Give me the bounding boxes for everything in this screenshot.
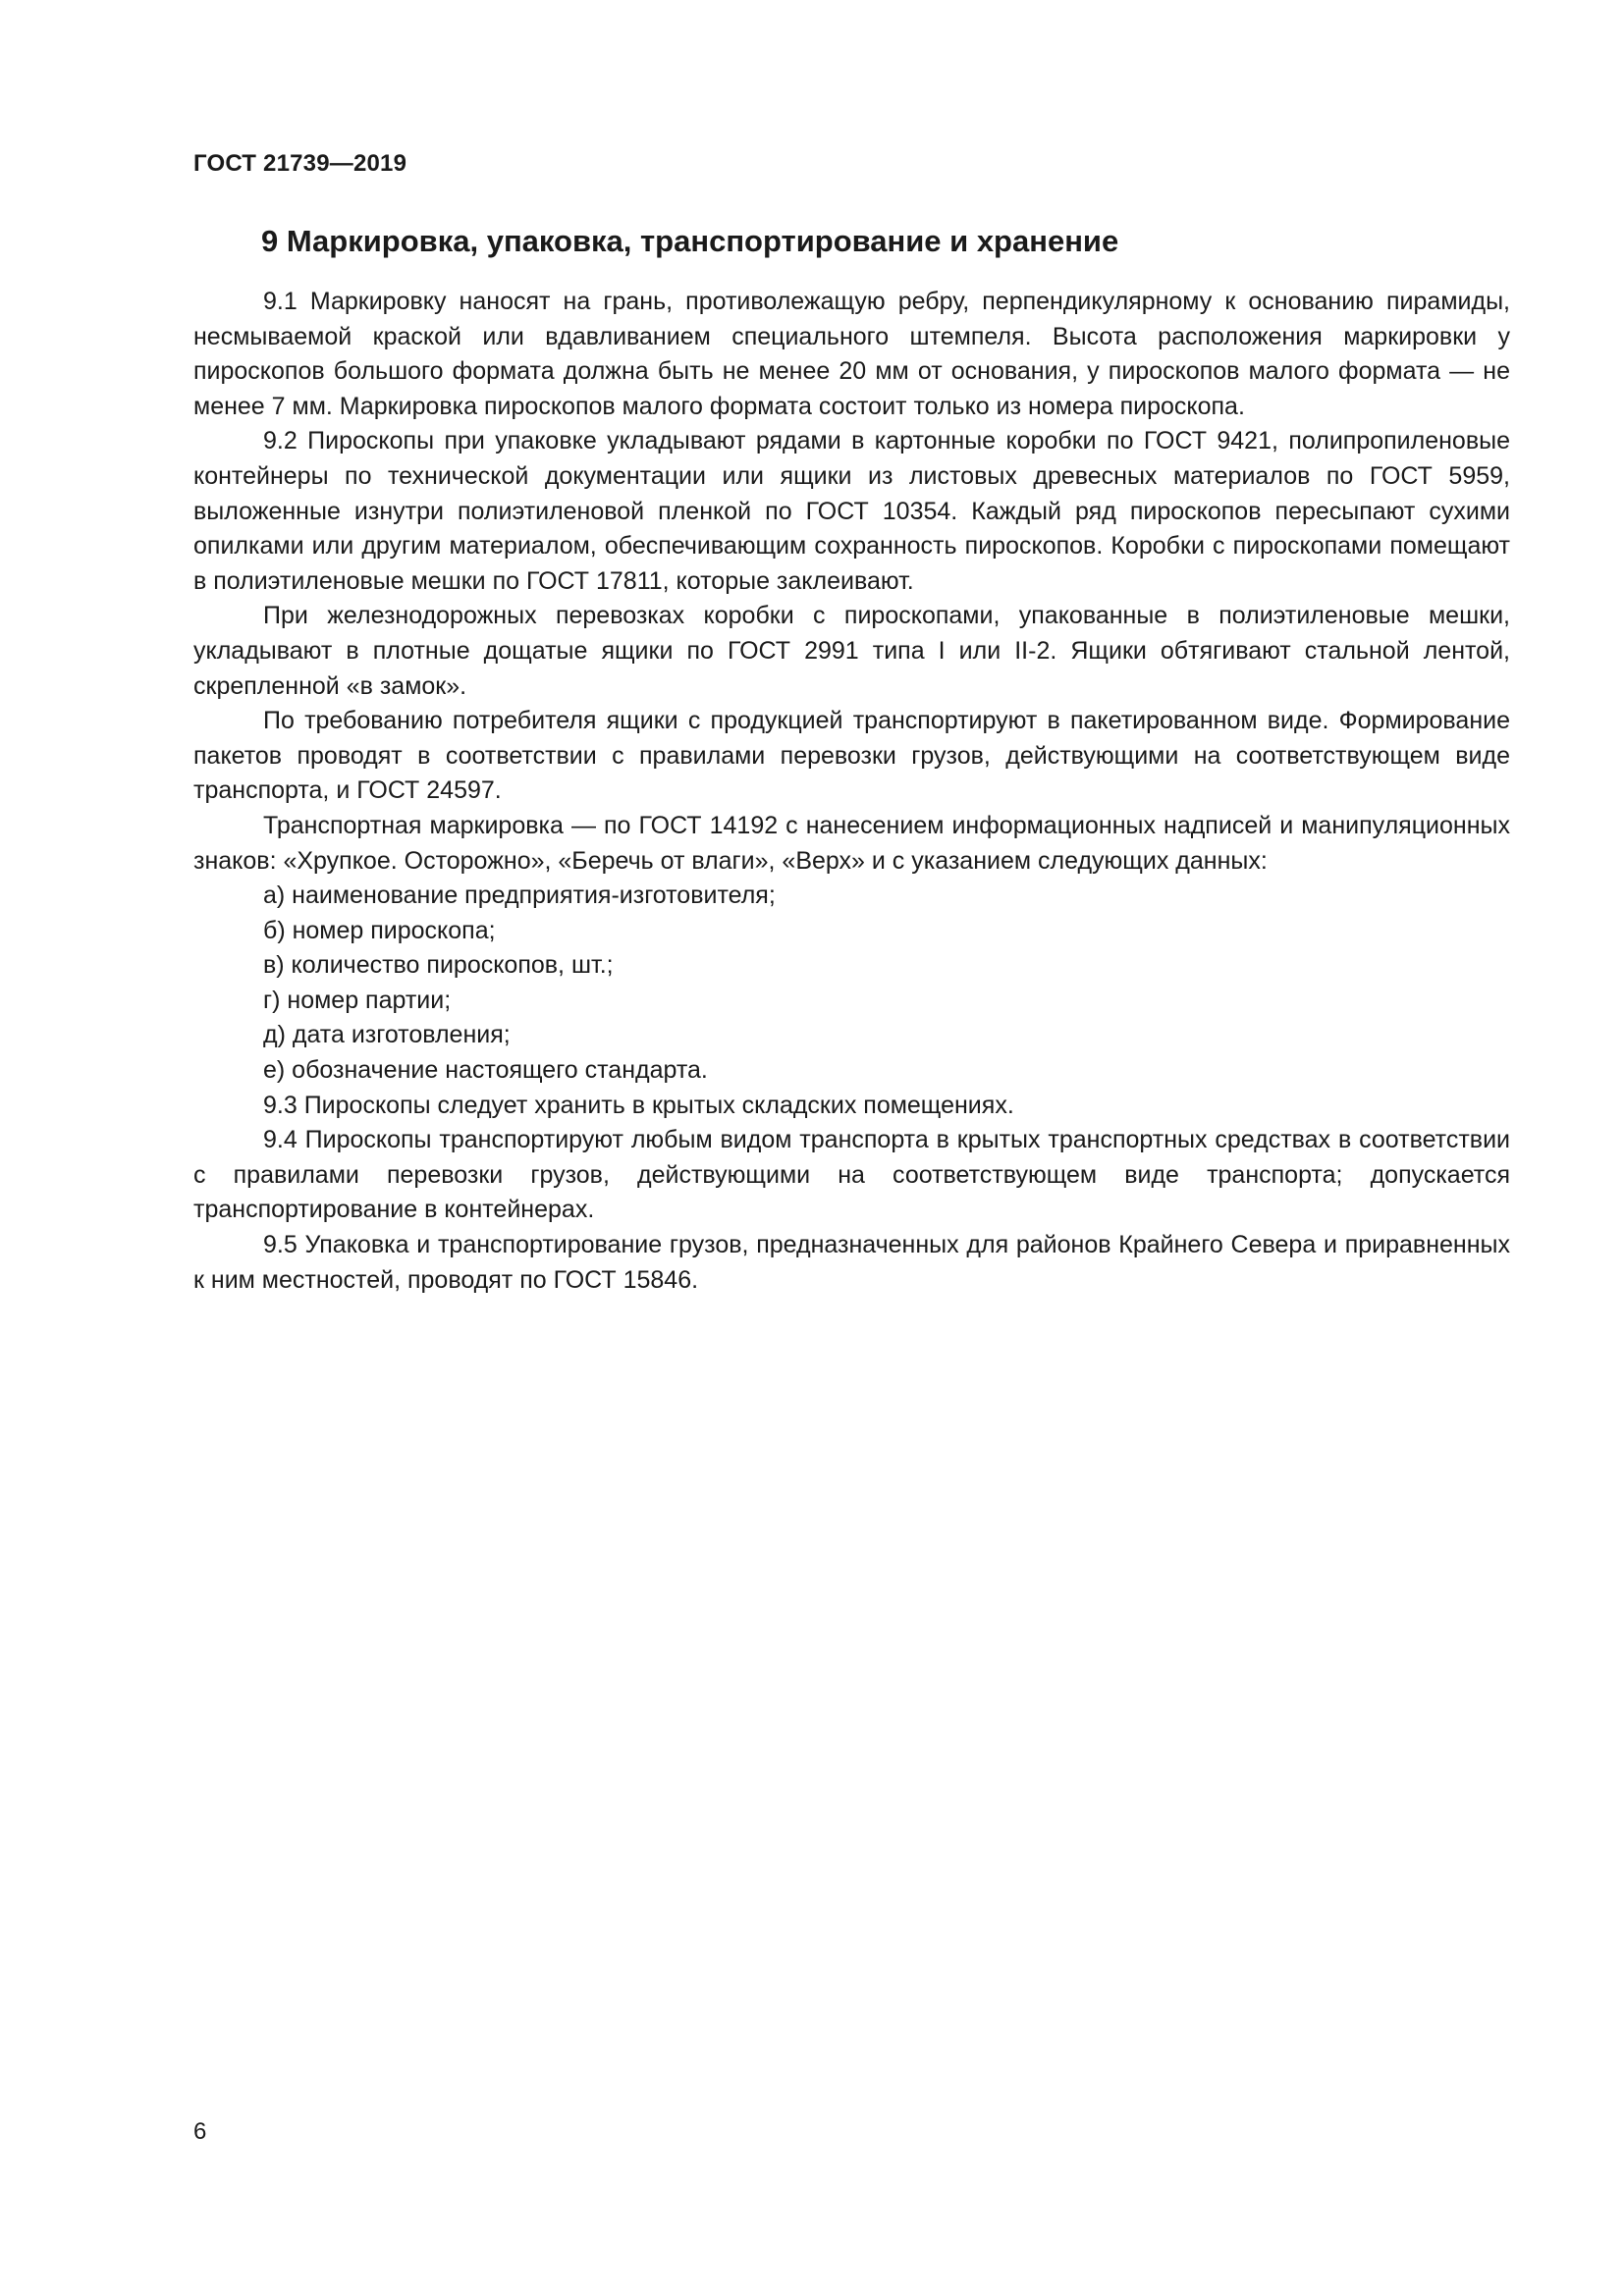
paragraph-packaging-request: По требованию потребителя ящики с продукцией транспортируют в пакетированном виде. Формирование пакетов проводят в соответствии с правилами перевозки грузов, действующими на соответствующем виде транспорта, и ГОСТ 24597.: [193, 707, 1510, 805]
list-item-b: б) номер пироскопа;: [263, 916, 496, 944]
paragraph-9-4: 9.4 Пироскопы транспортируют любым видом транспорта в крытых транспортных средствах в соответствии с правилами перевозки грузов, действующими на соответствующем виде транспорта; допускается транспортирование в контейнерах.: [193, 1126, 1510, 1224]
section-title: 9 Маркировка, упаковка, транспортирование и хранение: [261, 224, 1119, 258]
paragraph-9-5: 9.5 Упаковка и транспортирование грузов, предназначенных для районов Крайнего Севера и приравненных к ним местностей, проводят по ГОСТ 15846.: [193, 1231, 1510, 1294]
list-item-g: г) номер партии;: [263, 986, 452, 1014]
section-body: [193, 285, 1510, 1298]
list-item-v: в) количество пироскопов, шт.;: [263, 951, 614, 980]
list-item-e: е) обозначение настоящего стандарта.: [263, 1056, 708, 1085]
paragraph-9-1: 9.1 Маркировку наносят на грань, противолежащую ребру, перпендикулярному к основанию пирамиды, несмываемой краской или вдавливанием специального штемпеля. Высота расположения маркировки у пироскопов большого формата должна быть не менее 20 мм от основания, у пироскопов малого формата — не менее 7 мм. Маркировка пироскопов малого формата состоит только из номера пироскопа.: [193, 288, 1510, 420]
list-item-a: а) наименование предприятия-изготовителя;: [263, 881, 776, 910]
paragraph-9-2: 9.2 Пироскопы при упаковке укладывают рядами в картонные коробки по ГОСТ 9421, полипропиленовые контейнеры по технической документации или ящики из листовых древесных материалов по ГОСТ 5959, выложенные изнутри полиэтиленовой пленкой по ГОСТ 10354. Каждый ряд пироскопов пересыпают сухими опилками или другим материалом, обеспечивающим сохранность пироскопов. Коробки с пироскопами помещают в полиэтиленовые мешки по ГОСТ 17811, которые заклеивают.: [193, 427, 1510, 595]
list-item-d: д) дата изготовления;: [263, 1021, 511, 1049]
page-number: 6: [193, 2118, 207, 2145]
paragraph-transport-marking: Транспортная маркировка — по ГОСТ 14192 с нанесением информационных надписей и манипуляционных знаков: «Хрупкое. Осторожно», «Беречь от влаги», «Верх» и с указанием следующих данных:: [193, 811, 1510, 875]
document-code-header: ГОСТ 21739—2019: [193, 150, 407, 177]
paragraph-railway-transport: При железнодорожных перевозках коробки с пироскопами, упакованные в полиэтиленовые мешки, укладывают в плотные дощатые ящики по ГОСТ 2991 типа I или II-2. Ящики обтягивают стальной лентой, скрепленной «в замок».: [193, 602, 1510, 700]
paragraph-9-3: 9.3 Пироскопы следует хранить в крытых складских помещениях.: [263, 1091, 1014, 1119]
